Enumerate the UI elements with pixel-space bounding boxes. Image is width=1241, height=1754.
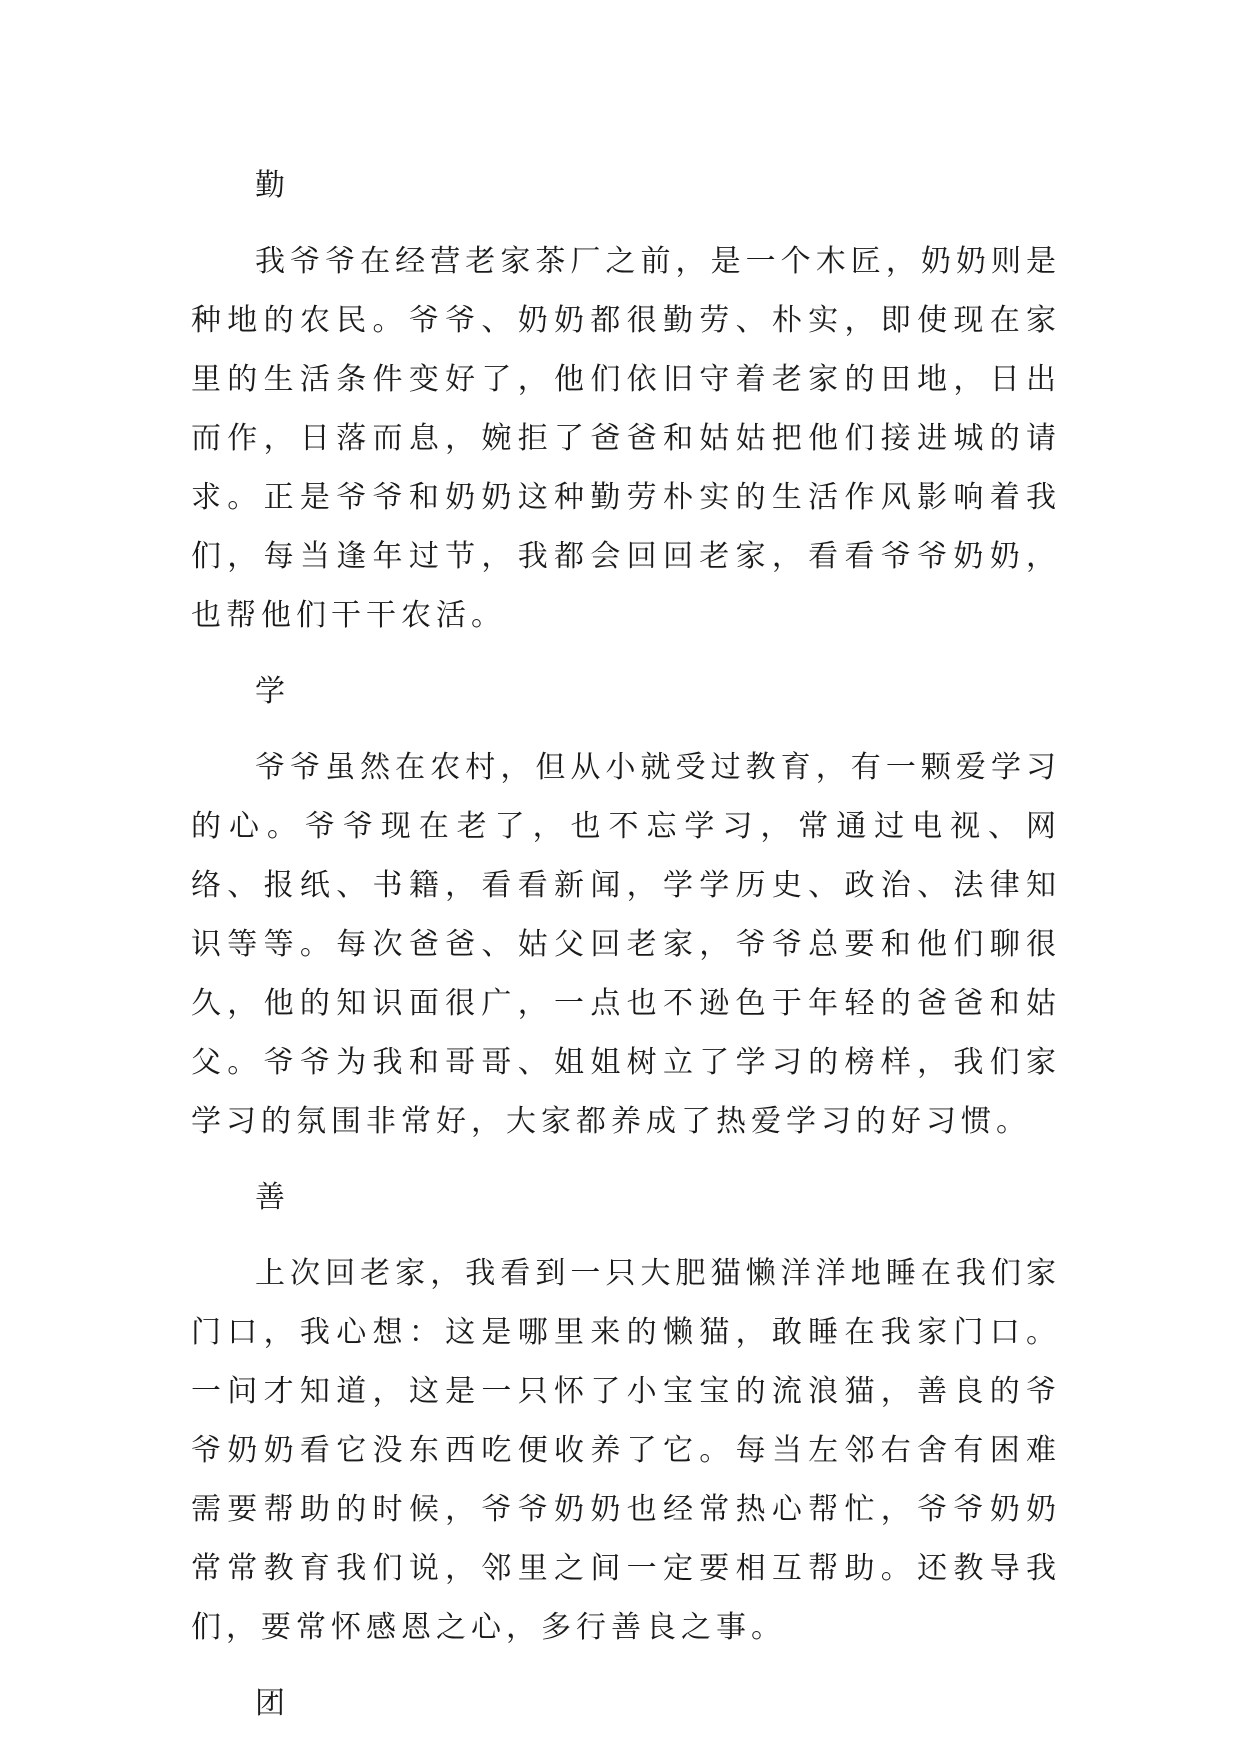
section-heading-unity: 团 [255, 1686, 290, 1721]
document-body [191, 156, 1061, 1733]
section-heading-diligence: 勤 [255, 168, 290, 203]
section-paragraph-diligence: 我爷爷在经营老家茶厂之前，是一个木匠，奶奶则是种地的农民。爷爷、奶奶都很勤劳、朴实，即使现在家里的生活条件变好了，他们依旧守着老家的田地，日出而作，日落而息，婉拒了爸爸和姑姑把他们接进城的请求。正是爷爷和奶奶这种勤劳朴实的生活作风影响着我们，每当逢年过节，我都会回回老家，看看爷爷奶奶，也帮他们干干农活。 [191, 244, 1061, 633]
section-heading-kindness: 善 [255, 1180, 290, 1215]
section-paragraph-kindness: 上次回老家，我看到一只大肥猫懒洋洋地睡在我们家门口，我心想：这是哪里来的懒猫，敢睡在我家门口。一问才知道，这是一只怀了小宝宝的流浪猫，善良的爷爷奶奶看它没东西吃便收养了它。每当左邻右舍有困难需要帮助的时候，爷爷奶奶也经常热心帮忙，爷爷奶奶常常教育我们说，邻里之间一定要相互帮助。还教导我们，要常怀感恩之心，多行善良之事。 [191, 1256, 1061, 1645]
section-heading-learning: 学 [255, 674, 290, 709]
section-paragraph-learning: 爷爷虽然在农村，但从小就受过教育，有一颗爱学习的心。爷爷现在老了，也不忘学习，常通过电视、网络、报纸、书籍，看看新闻，学学历史、政治、法律知识等等。每次爸爸、姑父回老家，爷爷总要和他们聊很久，他的知识面很广，一点也不逊色于年轻的爸爸和姑父。爷爷为我和哥哥、姐姐树立了学习的榜样，我们家学习的氛围非常好，大家都养成了热爱学习的好习惯。 [191, 750, 1061, 1139]
